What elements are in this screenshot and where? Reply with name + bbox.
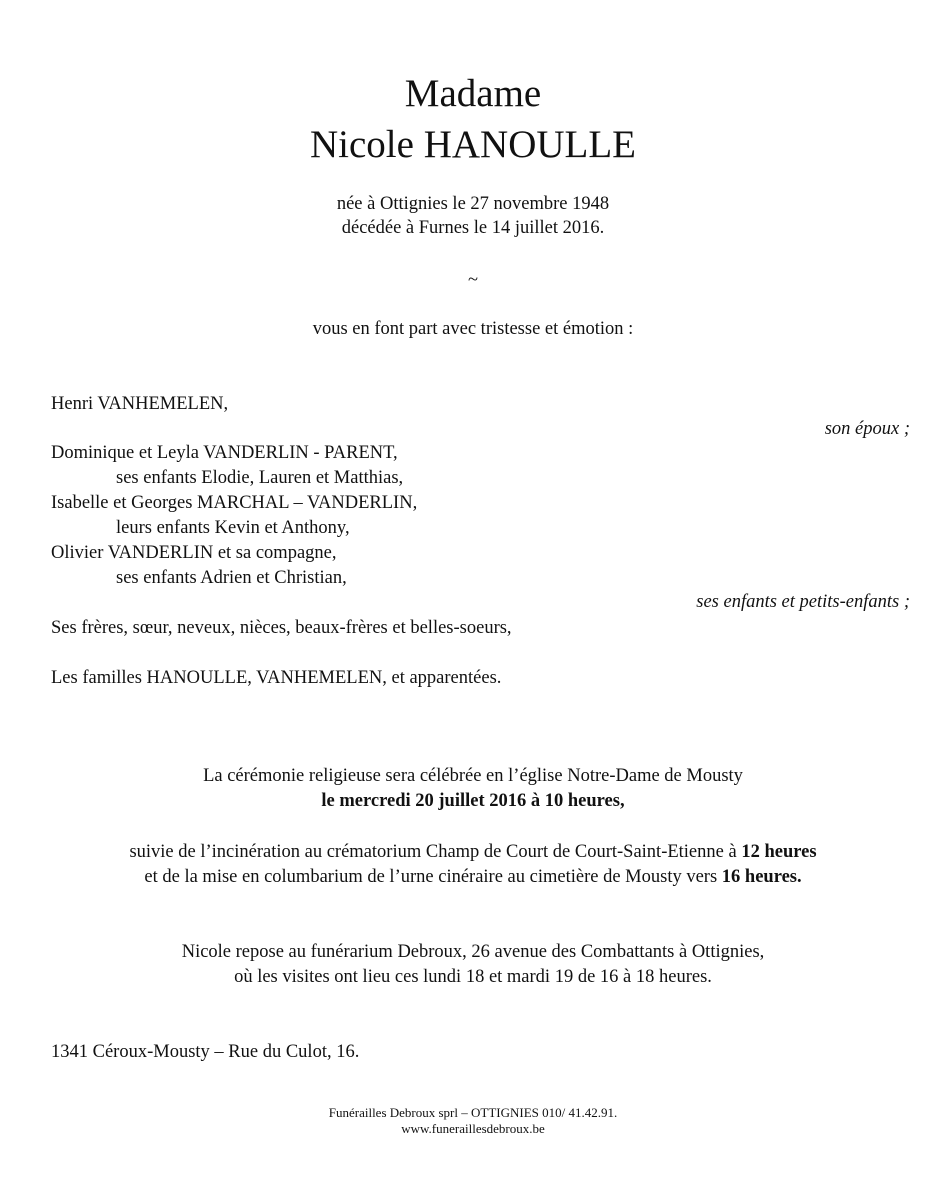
footer-company: Funérailles Debroux sprl – OTTIGNIES 010/ 41.42.91.	[328, 1105, 618, 1120]
children-role: ses enfants et petits-enfants ;	[696, 592, 910, 612]
ceremony-line: La cérémonie religieuse sera célébrée en l’église Notre-Dame de Mousty	[203, 766, 743, 786]
siblings-line: Ses frères, sœur, neveux, nièces, beaux-frères et belles-soeurs,	[51, 618, 512, 638]
ceremony-date: le mercredi 20 juillet 2016 à 10 heures,	[321, 791, 625, 811]
birth-line: née à Ottignies le 27 novembre 1948	[336, 194, 610, 214]
child3-line: Olivier VANDERLIN et sa compagne,	[51, 543, 337, 563]
cremation-line	[0, 840, 946, 864]
child2-kids-line: leurs enfants Kevin et Anthony,	[116, 518, 350, 538]
columbarium-time: 16 heures.	[721, 867, 802, 887]
columbarium-text: et de la mise en columbarium de l’urne cinéraire au cimetière de Mousty vers	[144, 867, 722, 887]
spouse-name: Henri VANHEMELEN,	[51, 394, 229, 414]
visits-line: où les visites ont lieu ces lundi 18 et mardi 19 de 16 à 18 heures.	[234, 967, 712, 987]
families-line: Les familles HANOULLE, VANHEMELEN, et apparentées.	[51, 668, 502, 688]
separator-tilde: ~	[467, 270, 478, 290]
columbarium-line	[0, 865, 946, 889]
deceased-name: Nicole HANOULLE	[310, 123, 636, 166]
child3-kids-line: ses enfants Adrien et Christian,	[116, 568, 347, 588]
child1-line: Dominique et Leyla VANDERLIN - PARENT,	[51, 443, 398, 463]
cremation-text: suivie de l’incinération au crématorium Champ de Court de Court-Saint-Etienne à	[129, 842, 742, 862]
child2-line: Isabelle et Georges MARCHAL – VANDERLIN,	[51, 493, 418, 513]
cremation-time: 12 heures	[741, 842, 817, 862]
intro-line: vous en font part avec tristesse et émotion :	[312, 319, 634, 339]
child1-kids-line: ses enfants Elodie, Lauren et Matthias,	[116, 468, 404, 488]
funerarium-line: Nicole repose au funérarium Debroux, 26 avenue des Combattants à Ottignies,	[181, 942, 765, 962]
address-line: 1341 Céroux-Mousty – Rue du Culot, 16.	[51, 1042, 360, 1062]
death-line: décédée à Furnes le 14 juillet 2016.	[341, 218, 605, 238]
spouse-role: son époux ;	[824, 419, 910, 439]
salutation: Madame	[404, 72, 542, 115]
footer-website: www.funeraillesdebroux.be	[401, 1121, 545, 1136]
